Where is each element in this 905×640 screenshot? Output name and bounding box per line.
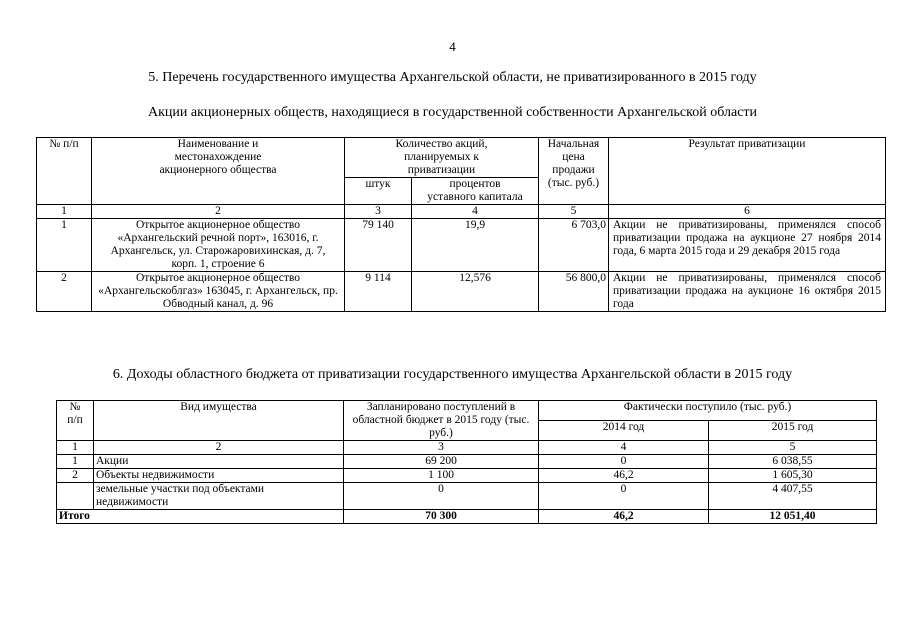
total-2015: 12 051,40	[709, 510, 877, 524]
table-row	[57, 483, 877, 510]
shares-pieces: 9 114	[345, 272, 412, 312]
shares-colnum-row	[37, 205, 886, 219]
row-num: 2	[37, 272, 92, 312]
header-actual: Фактически поступило (тыс. руб.)	[539, 401, 877, 421]
total-2014: 46,2	[539, 510, 709, 524]
colnum: 2	[92, 205, 345, 219]
shares-header-row	[37, 138, 886, 178]
shares-percent: 19,9	[412, 219, 539, 272]
income-table	[56, 400, 877, 524]
property-kind: земельные участки под объектами недвижимости	[94, 483, 344, 510]
total-planned: 70 300	[344, 510, 539, 524]
privatization-result: Акции не приватизированы, применялся способ приватизации продажа на аукционе 27 ноября 2014 года, 6 марта 2015 года и 29 декабря 2015 года	[609, 219, 886, 272]
income-colnum-row	[57, 441, 877, 455]
company-name: Открытое акционерное общество «Архангельскоблгаз» 163045, г. Архангельск, пр. Обводный канал, д. 96	[92, 272, 345, 312]
header-property-kind: Вид имущества	[94, 401, 344, 441]
shares-table	[36, 137, 886, 312]
header-2014: 2014 год	[539, 421, 709, 441]
actual-2014: 46,2	[539, 469, 709, 483]
header-pieces: штук	[345, 178, 412, 205]
header-planned: Запланировано поступлений в областной бюджет в 2015 году (тыс. руб.)	[344, 401, 539, 441]
colnum: 4	[412, 205, 539, 219]
table-row	[57, 469, 877, 483]
header-result: Результат приватизации	[609, 138, 886, 205]
property-kind: Объекты недвижимости	[94, 469, 344, 483]
section6-title: 6. Доходы областного бюджета от приватизации государственного имущества Архангельской области в 2015 году	[112, 367, 793, 382]
property-kind: Акции	[94, 455, 344, 469]
planned-value: 1 100	[344, 469, 539, 483]
colnum: 2	[94, 441, 344, 455]
header-company-name: Наименование и местонахождение акционерного общества	[92, 138, 345, 205]
header-shares-quantity: Количество акций, планируемых к приватизации	[345, 138, 539, 178]
actual-2014: 0	[539, 483, 709, 510]
colnum: 3	[344, 441, 539, 455]
colnum: 5	[709, 441, 877, 455]
row-num	[57, 483, 94, 510]
section5-subtitle: Акции акционерных обществ, находящиеся в государственной собственности Архангельской области	[147, 105, 758, 120]
actual-2015: 6 038,55	[709, 455, 877, 469]
shares-percent: 12,576	[412, 272, 539, 312]
table-row	[37, 219, 886, 272]
colnum: 3	[345, 205, 412, 219]
company-name: Открытое акционерное общество «Архангельский речной порт», 163016, г. Архангельск, ул. Старожаровихинская, д. 7, корп. 1, строение 6	[92, 219, 345, 272]
colnum: 6	[609, 205, 886, 219]
initial-price: 56 800,0	[539, 272, 609, 312]
section5-title: 5. Перечень государственного имущества Архангельской области, не приватизированного в 2015 году	[148, 70, 757, 85]
privatization-result: Акции не приватизированы, применялся способ приватизации продажа на аукционе 16 октября 2015 года	[609, 272, 886, 312]
table-row	[37, 272, 886, 312]
colnum: 1	[37, 205, 92, 219]
total-row	[57, 510, 877, 524]
colnum: 5	[539, 205, 609, 219]
actual-2014: 0	[539, 455, 709, 469]
actual-2015: 1 605,30	[709, 469, 877, 483]
income-header-row	[57, 401, 877, 421]
shares-pieces: 79 140	[345, 219, 412, 272]
row-num: 2	[57, 469, 94, 483]
row-num: 1	[57, 455, 94, 469]
header-percent: процентов уставного капитала	[412, 178, 539, 205]
header-2015: 2015 год	[709, 421, 877, 441]
total-label: Итого	[57, 510, 344, 524]
header-initial-price: Начальная цена продажи (тыс. руб.)	[539, 138, 609, 205]
planned-value: 69 200	[344, 455, 539, 469]
header-num: № п/п	[57, 401, 94, 441]
colnum: 1	[57, 441, 94, 455]
colnum: 4	[539, 441, 709, 455]
planned-value: 0	[344, 483, 539, 510]
actual-2015: 4 407,55	[709, 483, 877, 510]
header-num: № п/п	[37, 138, 92, 205]
page-number: 4	[449, 39, 456, 54]
row-num: 1	[37, 219, 92, 272]
table-row	[57, 455, 877, 469]
initial-price: 6 703,0	[539, 219, 609, 272]
